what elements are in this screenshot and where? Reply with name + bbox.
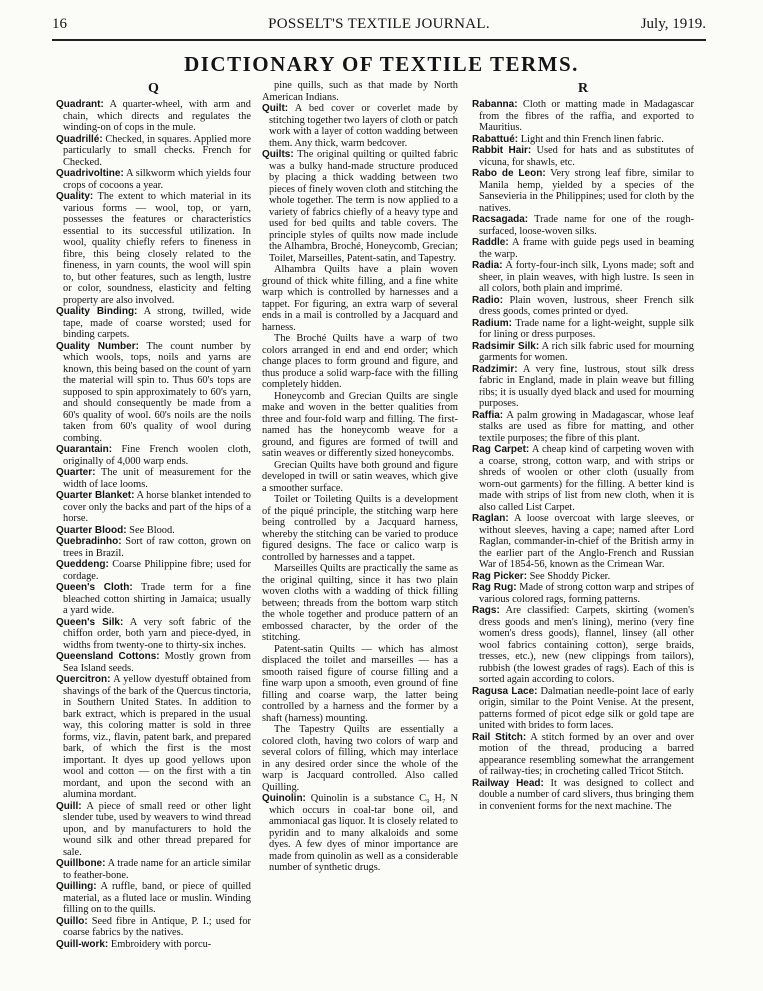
dictionary-entry bbox=[472, 582, 694, 605]
dictionary-entry bbox=[56, 525, 251, 537]
column-3 bbox=[472, 80, 694, 812]
entry-definition: Seed fibre in Antique, P. I.; used for coarse fabrics by the natives. bbox=[63, 915, 251, 938]
entry-term: Radzimir: bbox=[472, 363, 518, 375]
entry-term: Rail Stitch: bbox=[472, 731, 527, 743]
entry-definition: A very soft fabric of the chiffon order, both yarn and piece-dyed, in widths from twenty-one to thirty-six inches. bbox=[63, 616, 251, 651]
entry-definition: A strong, twilled, wide tape, made of coarse worsted; used for binding carpets. bbox=[63, 306, 252, 340]
column-2 bbox=[262, 80, 458, 874]
dictionary-entry bbox=[56, 490, 251, 525]
dictionary-entry bbox=[472, 686, 694, 732]
entry-definition: Cloth or matting made in Madagascar from the fibres of the raffia, and exported to Mauritius. bbox=[479, 99, 694, 133]
section-letter: Q bbox=[148, 81, 159, 96]
entry-term: Quebradinho: bbox=[56, 536, 122, 547]
dictionary-entry bbox=[472, 364, 694, 410]
entry-term: Quality Binding: bbox=[56, 306, 138, 317]
entry-definition: A loose overcoat with large sleeves, or without sleeves, having a cape; named after Lord Raglan, commander-in-chief of the British army in the earlier part of the Anglo-French and Russian War of 1854-56, known as the Crimean War. bbox=[479, 513, 694, 570]
entry-term: Racsagada: bbox=[472, 214, 529, 225]
entry-term: Quill-work: bbox=[56, 938, 109, 950]
dictionary-entry bbox=[472, 260, 694, 295]
entry-paragraph bbox=[262, 644, 458, 725]
entry-paragraph bbox=[262, 563, 458, 644]
dictionary-entry bbox=[56, 536, 251, 559]
entry-term: Radium: bbox=[472, 317, 512, 329]
entry-term: Quarter Blood: bbox=[56, 524, 127, 536]
dictionary-entry bbox=[56, 341, 251, 445]
entry-term: Ragusa Lace: bbox=[472, 685, 538, 697]
dictionary-entry bbox=[262, 793, 458, 874]
page-number: 16 bbox=[52, 16, 67, 32]
entry-term: Raffia: bbox=[472, 409, 504, 421]
dictionary-entry bbox=[472, 444, 694, 513]
entry-paragraph bbox=[262, 724, 458, 793]
entry-term: Radio: bbox=[472, 294, 504, 306]
entry-term: Rags: bbox=[472, 605, 500, 616]
entry-term: Queen's Cloth: bbox=[56, 582, 133, 593]
entry-term: Quarter Blanket: bbox=[56, 490, 135, 501]
entry-definition: Plain woven, lustrous, sheer French silk dress goods, comes printed or dyed. bbox=[479, 294, 694, 317]
entry-term: Rabo de Leon: bbox=[472, 168, 546, 179]
entry-term: Raglan: bbox=[472, 513, 509, 524]
dictionary-entry bbox=[56, 939, 251, 951]
entry-definition: Used for hats and as substitutes of vicuna, for shawls, etc. bbox=[479, 145, 695, 168]
entry-definition: Very strong leaf fibre, similar to Manila hemp, yielded by a species of the Sansevieria in the Philippines; used for cloth by the natives. bbox=[479, 168, 694, 214]
entry-term: Queen's Silk: bbox=[56, 616, 124, 628]
dictionary-entry bbox=[472, 99, 694, 134]
dictionary-entry bbox=[56, 617, 251, 652]
header-rule bbox=[52, 39, 706, 41]
dictionary-entry bbox=[56, 674, 251, 801]
dictionary-entry bbox=[56, 582, 251, 617]
entry-definition: Are classified: Carpets, skirting (women's dress goods and men's lining), merino (very fine women's dress goods), flannel, linsey (all other wool fabrics containing cotton), serge braids, tresses, etc.), new (new clippings from tailors), rubbish (the lowest grades of rags). Each of this is sorted again according to colors. bbox=[479, 605, 694, 685]
dictionary-entry bbox=[56, 651, 251, 674]
dictionary-entry bbox=[472, 571, 694, 583]
dictionary-entry bbox=[472, 341, 694, 364]
dictionary-entry bbox=[472, 318, 694, 341]
entry-definition: A frame with guide pegs used in beaming the warp. bbox=[479, 237, 694, 260]
dictionary-entry bbox=[262, 149, 458, 264]
entry-paragraph bbox=[262, 80, 458, 103]
entry-term: Quadrivoltine: bbox=[56, 168, 124, 179]
entry-term: Quilts: bbox=[262, 149, 294, 160]
entry-term: Railway Head: bbox=[472, 777, 544, 789]
dictionary-entry bbox=[56, 467, 251, 490]
entry-definition: The unit of measurement for the width of lace looms. bbox=[63, 467, 251, 490]
entry-paragraph bbox=[262, 264, 458, 333]
entry-definition: Light and thin French linen fabric. bbox=[520, 133, 664, 145]
entry-paragraph bbox=[262, 494, 458, 563]
entry-paragraph bbox=[262, 391, 458, 460]
dictionary-entry bbox=[56, 99, 251, 134]
dictionary-entry bbox=[472, 237, 694, 260]
entry-definition: Honeycomb and Grecian Quilts are single make and woven in the better qualities from three and four-fold warp and filling. The first-named has the honeycomb weave for a ground, and figures are formed of twill and satin weaves or differently sized honeycombs. bbox=[262, 390, 458, 459]
entry-term: Quality Number: bbox=[56, 340, 139, 352]
entry-definition: The Tapestry Quilts are essentially a colored cloth, having two colors of warp and several colors of filling, which may interlace in any desired order since the whole of the warp is Jacquard controlled. Also called Quilling. bbox=[262, 724, 458, 793]
dictionary-entry bbox=[472, 513, 694, 571]
entry-definition: A piece of small reed or other light slender tube, used by weavers to wind thread upon, and by manufacturers to hold the wound silk and other thread prepared for sale. bbox=[63, 800, 251, 858]
entry-definition: Grecian Quilts have both ground and figure developed in twill or satin weaves, which give a smoother surface. bbox=[262, 459, 458, 494]
entry-term: Quality: bbox=[56, 191, 94, 202]
entry-definition: Made of strong cotton warp and stripes of various colored rags, forming patterns. bbox=[479, 582, 694, 605]
entry-definition: pine quills, such as that made by North American Indians. bbox=[262, 80, 458, 103]
entry-definition: A ruffle, band, or piece of quilled material, as a fluted lace or muslin. Winding filling on to the quills. bbox=[63, 881, 251, 915]
entry-definition: A bed cover or coverlet made by stitching together two layers of cloth or patch work with a layer of cotton wadding between them. Any thick, warm bedcover. bbox=[269, 103, 458, 149]
entry-term: Radsimir Silk: bbox=[472, 340, 540, 352]
entry-definition: The extent to which material in its various forms — wool, top, or yarn, possesses the features or characteristics essential to its successful utilization. In wool, quality chiefly refers to fineness in fibre, this being closely related to the fineness, in yarn counts, the wool will spin to, but other features, such as length, lustre or color, soundness, elasticity and felting property are also involved. bbox=[63, 191, 251, 306]
entry-definition: Embroidery with porcu- bbox=[110, 938, 212, 950]
entry-definition: A yellow dyestuff obtained from shavings of the bark of the Quercus tinctoria, in Southern United States. In addition to bark extract, which is prepared in the usual way, this coloring matter is sold in three forms, viz., flavin, patent bark, and prepared bark, of which the first is the most important. It dyes up good yellows upon wool and cotton — on the first with a tin mordant, and upon the second with an alumina mordant. bbox=[63, 674, 251, 800]
entry-term: Rag Rug: bbox=[472, 582, 517, 593]
entry-term: Radia: bbox=[472, 260, 503, 271]
entry-definition: A silkworm which yields four crops of cocoons a year. bbox=[63, 168, 251, 191]
entry-definition: See Blood. bbox=[129, 524, 175, 536]
entry-term: Quill: bbox=[56, 800, 82, 812]
entry-term: Queensland Cottons: bbox=[56, 651, 160, 662]
entry-term: Queddeng: bbox=[56, 559, 109, 570]
entry-term: Quadrant: bbox=[56, 99, 104, 110]
entry-definition: Trade name for one of the rough-surfaced, loose-woven silks. bbox=[479, 214, 694, 237]
entry-definition: The original quilting or quilted fabric was a bulky hand-made structure produced by placing a thick wadding between two pieces of finely woven cloth and stitching the whole together. The term is now applied to a variety of fabrics chiefly of a heavy type and used for bed quilts and table covers. The principle styles of quilts now made include the Alhambra, Broché, Honeycomb, Grecian; Toilet, Marseilles, Patent-satin, and Tapestry. bbox=[269, 149, 458, 264]
entry-definition: A forty-four-inch silk, Lyons made; soft and sheer, in plain weaves, with high lustre. Is seen in all colors, both plain and imprimé. bbox=[479, 260, 694, 294]
dictionary-entry bbox=[56, 191, 251, 306]
entry-definition: Sort of raw cotton, grown on trees in Brazil. bbox=[63, 536, 251, 559]
entry-term: Rabattué: bbox=[472, 133, 519, 145]
dictionary-entry bbox=[472, 295, 694, 318]
entry-term: Quinolin: bbox=[262, 793, 306, 804]
dictionary-entry bbox=[56, 559, 251, 582]
entry-definition: A trade name for an article similar to feather-bone. bbox=[63, 858, 251, 881]
entry-paragraph bbox=[262, 460, 458, 495]
dictionary-entry bbox=[472, 145, 694, 168]
entry-term: Rag Carpet: bbox=[472, 444, 530, 455]
entry-definition: Quinolin is a substance C₉ H₇ N which occurs in coal-tar bone oil, and ammoniacal gas liquor. It is closely related to pyridin and to many alkaloids and some dyes. A few dyes of minor importance are made from quinolin as well as a considerable number of synthetic drugs. bbox=[269, 793, 458, 873]
entry-term: Quilt: bbox=[262, 103, 289, 114]
entry-definition: A very fine, lustrous, stout silk dress fabric in England, made in plain weave but filling ribs; it is usually dyed black and used for mourning purposes. bbox=[479, 363, 695, 409]
entry-definition: Checked, in squares. Applied more particularly to small checks. French for Checked. bbox=[63, 133, 251, 168]
dictionary-entry bbox=[56, 881, 251, 916]
entry-definition: Coarse Philippine fibre; used for cordage. bbox=[63, 559, 251, 582]
entry-definition: Mostly grown from Sea Island seeds. bbox=[63, 651, 251, 674]
entry-term: Rag Picker: bbox=[472, 570, 528, 582]
entry-definition: Patent-satin Quilts — which has almost displaced the toilet and marseilles — has a smooth raised figure of course filling and a fine warp upon a smooth, even ground of fine filling and coarse warp, the latter being controlled by a harness and the former by a shaft (harness) mounting. bbox=[262, 643, 458, 724]
entry-definition: Alhambra Quilts have a plain woven ground of thick white filling, and a fine white warp which is controlled by harnesses and a tappet. For figuring, an extra warp of several ends in a mail is controlled by a Jacquard and harness. bbox=[262, 264, 458, 333]
dictionary-entry bbox=[472, 410, 694, 445]
entry-term: Raddle: bbox=[472, 237, 509, 248]
entry-term: Quercitron: bbox=[56, 674, 111, 685]
entry-definition: A cheap kind of carpeting woven with a coarse, strong, cotton warp, and with strips or shreds of woolen or other cloth (usually from worn-out garments) for the filling. A better kind is made with strips of list from new cloth, when it is also called List Carpet. bbox=[479, 444, 694, 513]
entry-term: Quillbone: bbox=[56, 858, 106, 869]
issue-date: July, 1919. bbox=[640, 16, 706, 32]
dictionary-entry bbox=[56, 858, 251, 881]
entry-definition: The count number by which wools, tops, noils and yarns are known, this being based on the count of yarn the material will spin to. Thus 60's tops are supposed to spin approximately to 60's yarn, and should consequently be made from a 60's quality of wool. 60's noils are the noils taken from 60's quality of wool during combing. bbox=[63, 340, 251, 444]
dictionary-entry bbox=[56, 801, 251, 859]
entry-definition: A horse blanket intended to cover only the backs and part of the hips of a horse. bbox=[63, 490, 252, 524]
section-letter: R bbox=[577, 81, 589, 96]
entry-definition: A stitch formed by an over and over motion of the thread, producing a barred appearance resembling somewhat the arrangement of railway-ties; in crocheting called Tricot Stitch. bbox=[479, 731, 694, 777]
dictionary-entry bbox=[472, 168, 694, 214]
entry-definition: Trade term for a fine bleached cotton shirting in Jamaica; usually a yard wide. bbox=[63, 582, 251, 616]
dictionary-entry bbox=[56, 168, 251, 191]
journal-name: POSSELT'S TEXTILE JOURNAL. bbox=[268, 16, 490, 32]
dictionary-entry bbox=[56, 134, 251, 169]
entry-paragraph bbox=[262, 333, 458, 391]
entry-term: Quarter: bbox=[56, 467, 96, 478]
entry-definition: See Shoddy Picker. bbox=[529, 570, 611, 582]
dictionary-entry bbox=[56, 916, 251, 939]
page-title: DICTIONARY OF TEXTILE TERMS. bbox=[184, 52, 579, 76]
entry-term: Rabbit Hair: bbox=[472, 145, 532, 156]
entry-definition: Marseilles Quilts are practically the same as the original quilting, since it has two plain woven cloths with a wadding of thick filling between; threads from the bottom warp stitch the whole together and produce pattern of an embossed character, by the order of the stitching. bbox=[262, 563, 458, 643]
entry-definition: A rich silk fabric used for mourning garments for women. bbox=[479, 340, 694, 363]
dictionary-entry bbox=[472, 778, 694, 813]
dictionary-entry bbox=[262, 103, 458, 149]
dictionary-entry bbox=[472, 732, 694, 778]
entry-definition: Dalmatian needle-point lace of early origin, similar to the Point Venise. At the present, patterns formed of picot edge silk or gold tape are united with brides to form laces. bbox=[479, 685, 695, 731]
entry-term: Quadrillé: bbox=[56, 133, 103, 145]
dictionary-entry bbox=[472, 605, 694, 686]
entry-term: Quilling: bbox=[56, 881, 97, 892]
dictionary-entry bbox=[472, 134, 694, 146]
column-1 bbox=[56, 80, 251, 950]
entry-term: Quillo: bbox=[56, 915, 88, 927]
entry-definition: Toilet or Toileting Quilts is a development of the piqué principle, the stitching warp here being controlled by a Jacquard harness, whereby the stitching can be varied to produce figured designs. The face or calico warp is controlled by harnesses and a tappet. bbox=[262, 494, 458, 563]
running-header bbox=[52, 16, 706, 36]
entry-definition: It was designed to collect and double a number of card slivers, thus bringing them in convenient forms for the next machine. The bbox=[479, 777, 694, 812]
entry-definition: The Broché Quilts have a warp of two colors arranged in end and end order; which change places to form ground and figure, and thus produce a solid warp-face with the filling completely hidden. bbox=[262, 333, 458, 390]
dictionary-entry bbox=[56, 444, 251, 467]
entry-definition: Fine French woolen cloth, originally of 4,000 warp ends. bbox=[63, 444, 251, 467]
entry-definition: Trade name for a light-weight, supple silk for lining or dress purposes. bbox=[479, 317, 694, 340]
dictionary-entry bbox=[56, 306, 251, 341]
entry-definition: A quarter-wheel, with arm and chain, which directs and regulates the winding-on of cops in the mule. bbox=[63, 99, 251, 133]
entry-definition: A palm growing in Madagascar, whose leaf stalks are used as fibre for matting, and other textile purposes; the fibre of this plant. bbox=[479, 409, 694, 444]
entry-term: Rabanna: bbox=[472, 99, 518, 110]
entry-term: Quarantain: bbox=[56, 444, 113, 455]
dictionary-entry bbox=[472, 214, 694, 237]
